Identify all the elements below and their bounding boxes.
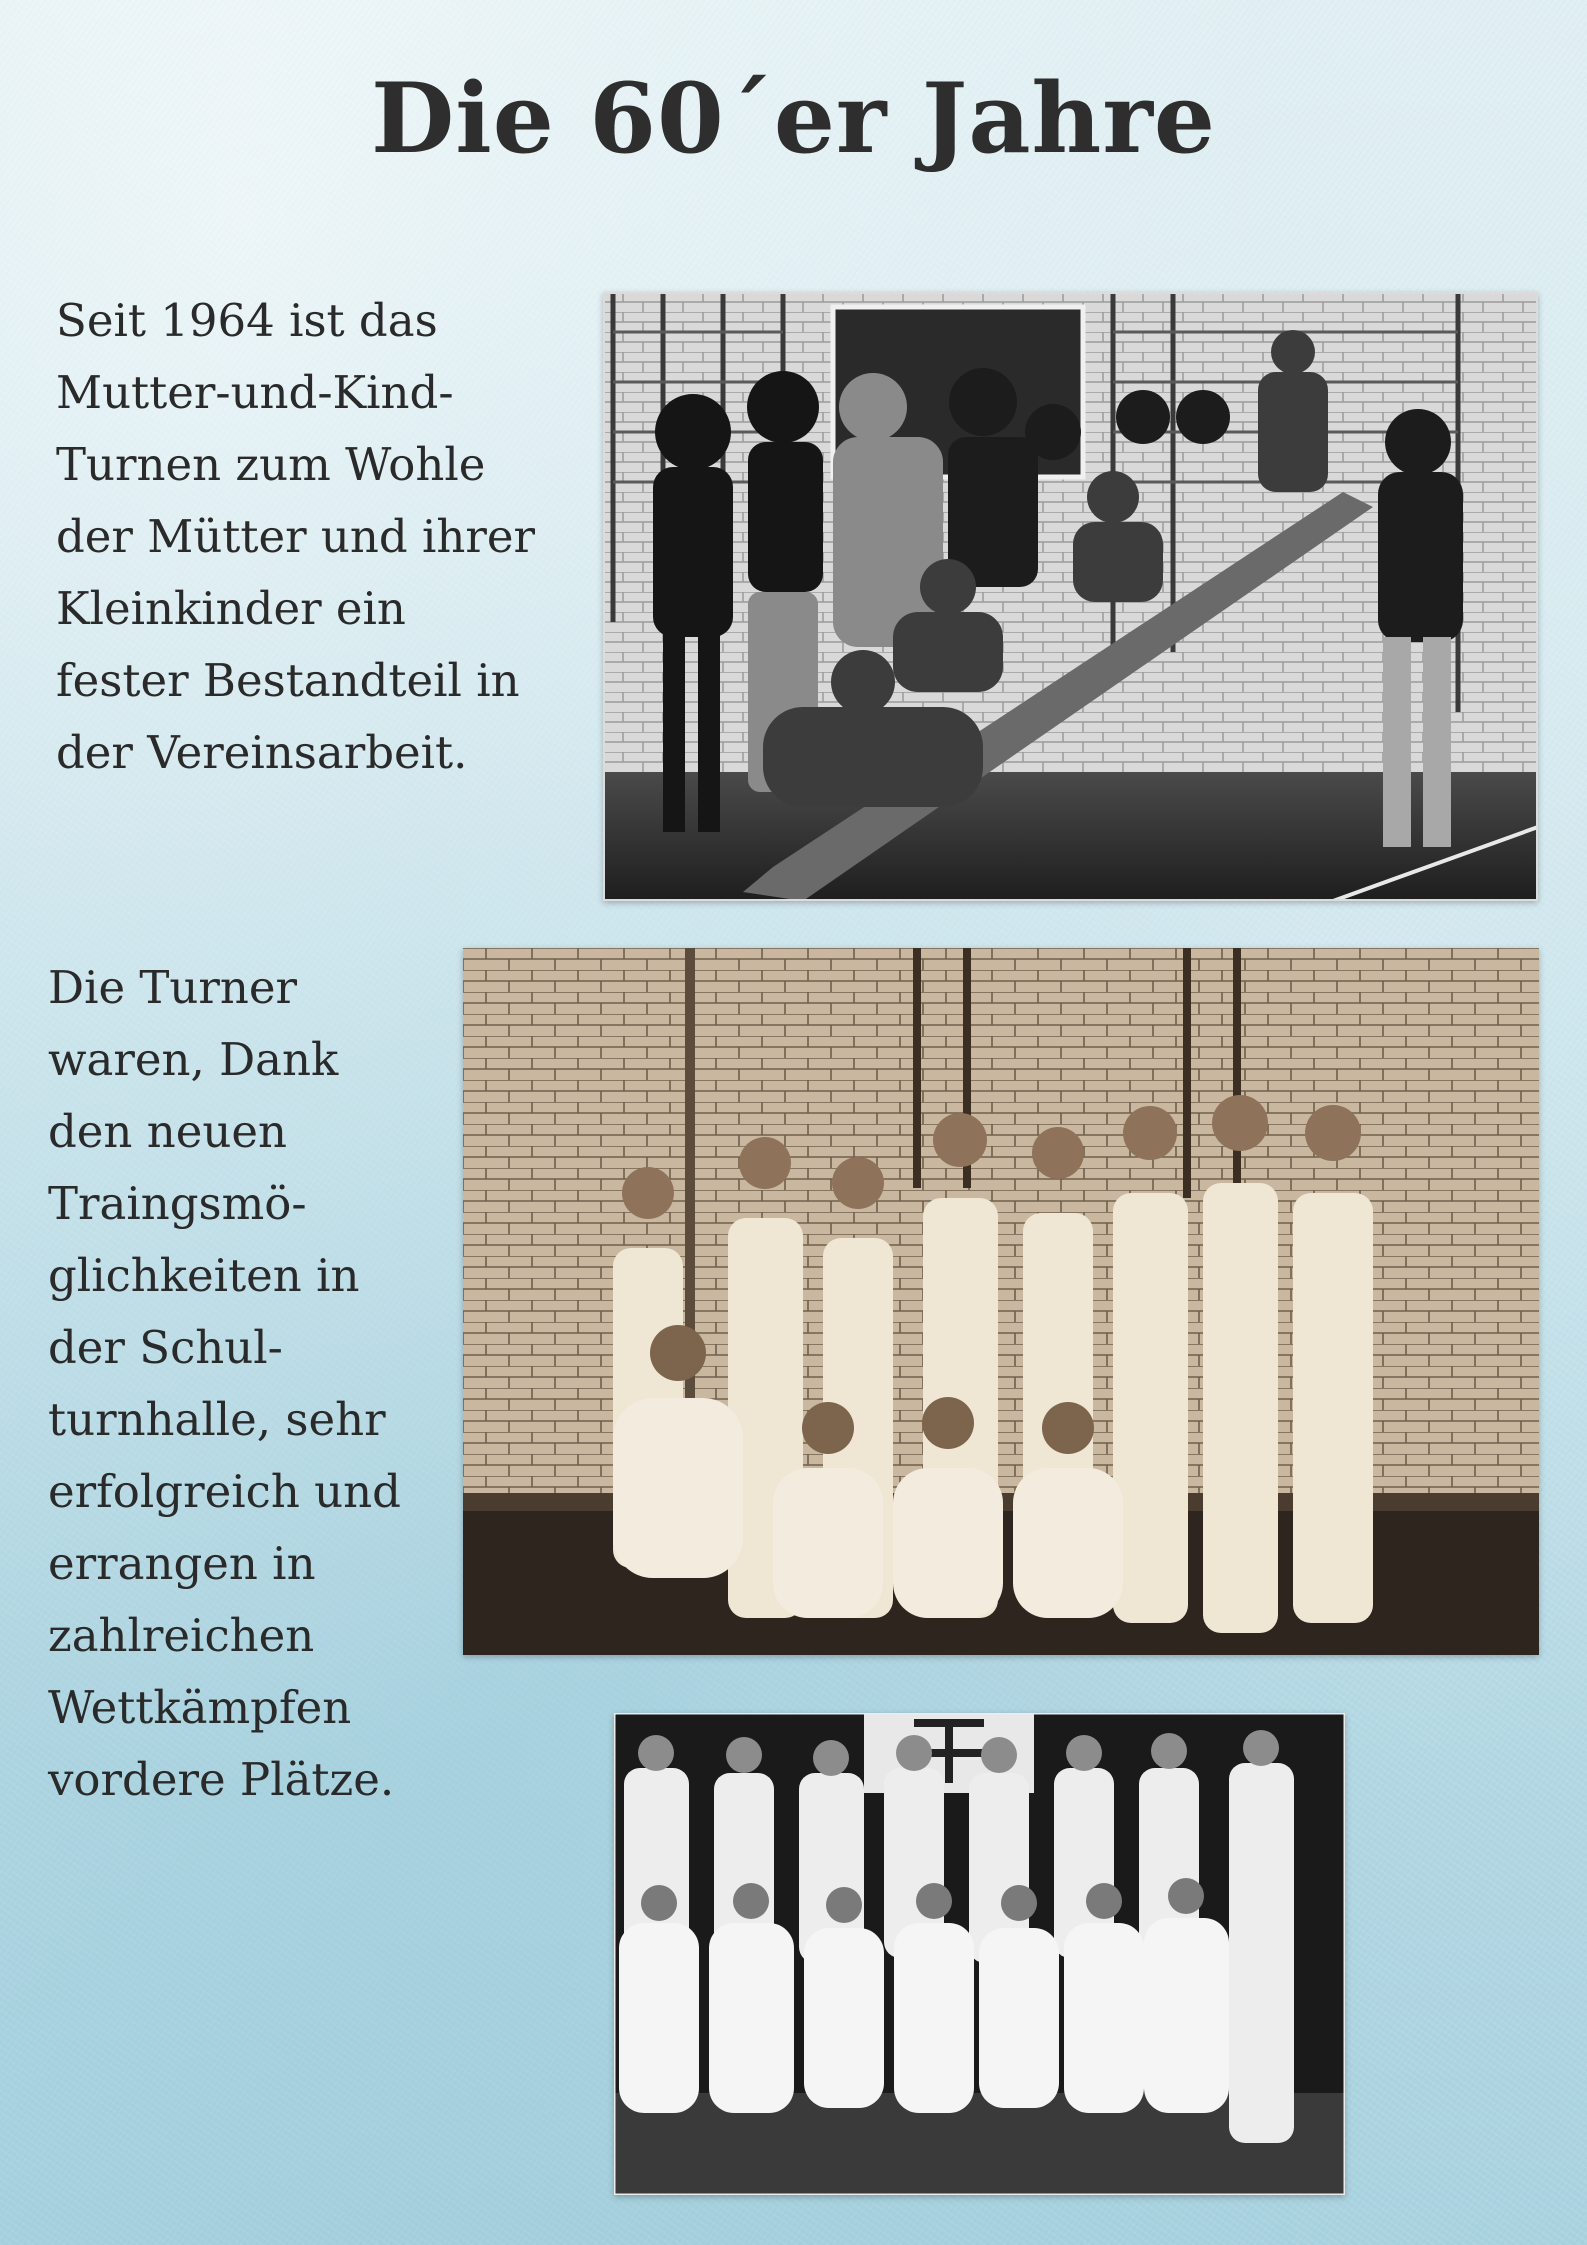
intro-paragraph-mother-child xyxy=(56,285,535,789)
photo-gymnasts-team-image xyxy=(463,948,1539,1655)
paragraph-line: errangen in xyxy=(48,1537,316,1590)
paragraph-line: fester Bestandteil in xyxy=(56,654,520,707)
photo-gymnasts-group-flag-image xyxy=(614,1713,1345,2195)
paragraph-line: der Mütter und ihrer xyxy=(56,510,536,563)
paragraph-line: der Schul- xyxy=(48,1321,283,1374)
paragraph-line: vordere Plätze. xyxy=(48,1753,395,1806)
paragraph-line: Traingsmö- xyxy=(48,1177,307,1230)
photo-mother-child-gymnastics xyxy=(603,292,1538,901)
photo-mother-child-gymnastics-image xyxy=(603,292,1538,901)
paragraph-line: Seit 1964 ist das xyxy=(56,294,438,347)
paragraph-line: der Vereinsarbeit. xyxy=(56,726,468,779)
paragraph-line: Kleinkinder ein xyxy=(56,582,406,635)
photo-gymnasts-group-flag xyxy=(614,1713,1345,2195)
photo-gymnasts-team xyxy=(463,948,1539,1655)
paragraph-line: erfolgreich und xyxy=(48,1465,401,1518)
paragraph-gymnasts xyxy=(48,952,401,1816)
paragraph-line: Turnen zum Wohle xyxy=(56,438,486,491)
paragraph-line: turnhalle, sehr xyxy=(48,1393,386,1446)
paragraph-line: Mutter-und-Kind- xyxy=(56,366,454,419)
paragraph-line: Die Turner xyxy=(48,961,298,1014)
paragraph-line: glichkeiten in xyxy=(48,1249,360,1302)
paragraph-line: den neuen xyxy=(48,1105,287,1158)
page-title: Die 60´er Jahre xyxy=(371,62,1216,175)
paragraph-line: waren, Dank xyxy=(48,1033,339,1086)
paragraph-line: Wettkämpfen xyxy=(48,1681,352,1734)
paragraph-line: zahlreichen xyxy=(48,1609,315,1662)
